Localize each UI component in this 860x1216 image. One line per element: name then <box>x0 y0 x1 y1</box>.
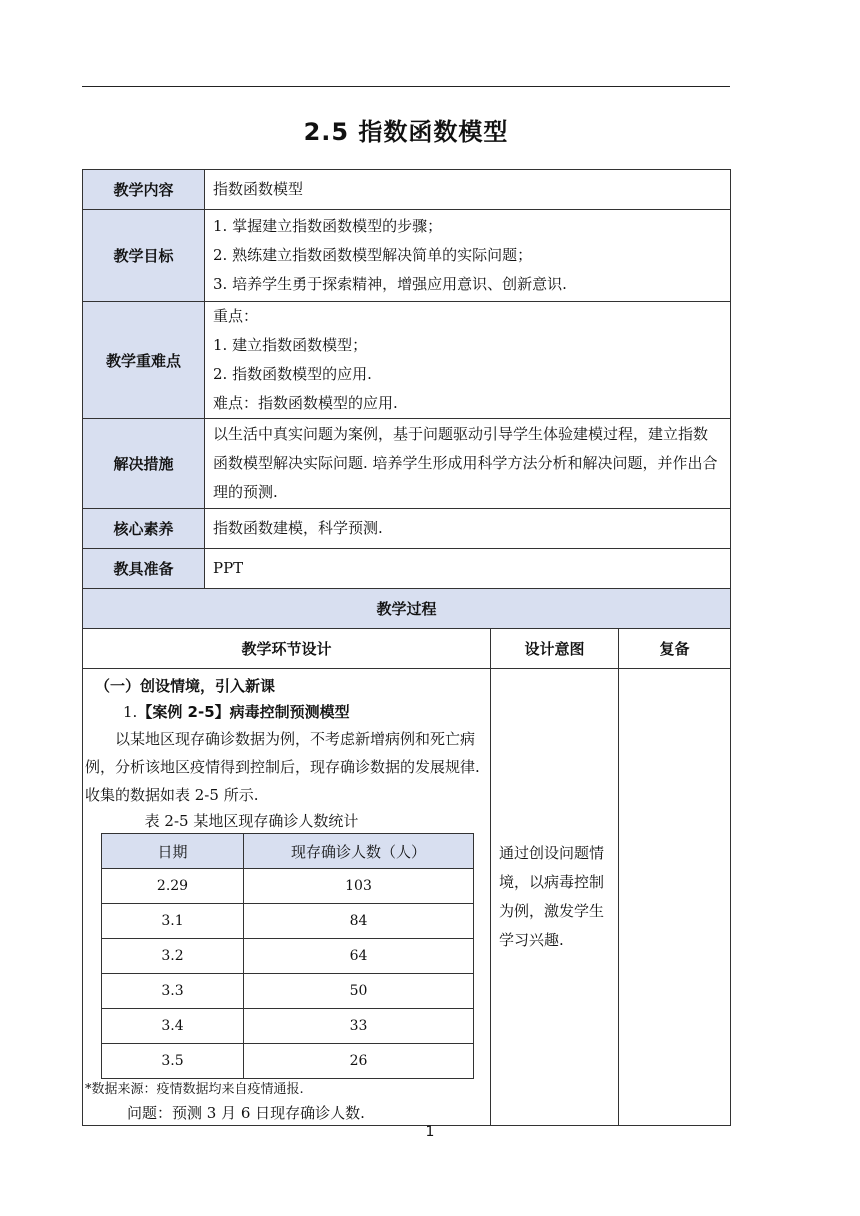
case-title <box>83 699 490 725</box>
row-value <box>205 302 731 419</box>
header-rule <box>82 86 730 87</box>
table-cell-date: 3.1 <box>102 904 244 939</box>
data-table <box>101 833 474 1079</box>
row-line: 1. 建立指数函数模型； <box>213 336 368 354</box>
table-header-row <box>102 834 474 869</box>
design-intent-cell: 通过创设问题情境，以病毒控制为例，激发学生学习兴趣. <box>491 669 619 1126</box>
row-value <box>205 419 731 509</box>
row-label: 教具准备 <box>83 549 205 589</box>
column-header-design: 教学环节设计 <box>83 629 491 669</box>
table-cell-count: 50 <box>244 974 474 1009</box>
row-measures <box>83 419 731 509</box>
lesson-plan-table <box>82 169 731 1126</box>
row-line: 2. 指数函数模型的应用. <box>213 365 372 383</box>
page-title: 2.5 指数函数模型 <box>303 118 509 146</box>
table-cell-count: 33 <box>244 1009 474 1044</box>
table-cell-date: 3.3 <box>102 974 244 1009</box>
question-text: 预测 3 月 6 日现存确诊人数. <box>172 1104 365 1122</box>
table-row <box>102 1044 474 1079</box>
row-value <box>205 210 731 302</box>
process-title: 教学过程 <box>83 589 731 629</box>
column-header-prep: 复备 <box>619 629 731 669</box>
table-cell-date: 3.5 <box>102 1044 244 1079</box>
row-line: PPT <box>213 559 244 577</box>
row-value <box>205 170 731 210</box>
row-core-literacy <box>83 509 731 549</box>
row-label: 教学重难点 <box>83 302 205 419</box>
row-label: 核心素养 <box>83 509 205 549</box>
row-label: 解决措施 <box>83 419 205 509</box>
row-value <box>205 549 731 589</box>
row-line: 难点：指数函数模型的应用. <box>213 394 398 412</box>
row-line: 指数函数模型 <box>213 180 304 198</box>
row-line: 以生活中真实问题为案例，基于问题驱动引导学生体验建模过程，建立指数函数模型解决实际问题. 培养学生形成用科学方法分析和解决问题，并作出合理的预测. <box>213 425 718 501</box>
table-cell-date: 3.2 <box>102 939 244 974</box>
question <box>83 1101 490 1125</box>
table-caption: 表 2-5 某地区现存确诊人数统计 <box>144 812 359 830</box>
design-cell <box>83 669 491 1126</box>
prep-cell <box>619 669 731 1126</box>
row-line: 1. 掌握建立指数函数模型的步骤； <box>213 217 443 235</box>
table-header-count: 现存确诊人数（人） <box>244 834 474 869</box>
row-line: 2. 熟练建立指数函数模型解决简单的实际问题； <box>213 246 533 264</box>
data-source-note: *数据来源：疫情数据均来自疫情通报. <box>85 1082 304 1097</box>
question-label: 问题： <box>127 1104 173 1122</box>
table-header-date: 日期 <box>102 834 244 869</box>
row-label: 教学目标 <box>83 210 205 302</box>
row-label: 教学内容 <box>83 170 205 210</box>
row-value <box>205 509 731 549</box>
table-cell-count: 26 <box>244 1044 474 1079</box>
row-teaching-aids <box>83 549 731 589</box>
table-cell-date: 3.4 <box>102 1009 244 1044</box>
table-cell-count: 84 <box>244 904 474 939</box>
row-column-headers <box>83 629 731 669</box>
page-number: 1 <box>425 1124 435 1140</box>
row-key-points <box>83 302 731 419</box>
row-objectives <box>83 210 731 302</box>
row-process-title <box>83 589 731 629</box>
table-cell-count: 64 <box>244 939 474 974</box>
row-line: 重点： <box>213 307 259 325</box>
table-row <box>102 904 474 939</box>
row-line: 3. 培养学生勇于探索精神，增强应用意识、创新意识. <box>213 275 567 293</box>
table-row <box>102 869 474 904</box>
table-cell-date: 2.29 <box>102 869 244 904</box>
row-content <box>83 170 731 210</box>
table-row <box>102 974 474 1009</box>
case-name: 【案例 2-5】病毒控制预测模型 <box>137 703 350 721</box>
column-header-intent: 设计意图 <box>491 629 619 669</box>
table-cell-count: 103 <box>244 869 474 904</box>
table-row <box>102 1009 474 1044</box>
case-paragraph: 以某地区现存确诊数据为例，不考虑新增病例和死亡病例，分析该地区疫情得到控制后，现存确诊数据的发展规律. 收集的数据如表 2-5 所示. <box>85 730 480 804</box>
section-title: （一）创设情境，引入新课 <box>95 677 276 695</box>
row-section-one <box>83 669 731 1126</box>
table-row <box>102 939 474 974</box>
row-line: 指数函数建模，科学预测. <box>213 519 383 537</box>
case-number: 1. <box>123 703 138 721</box>
